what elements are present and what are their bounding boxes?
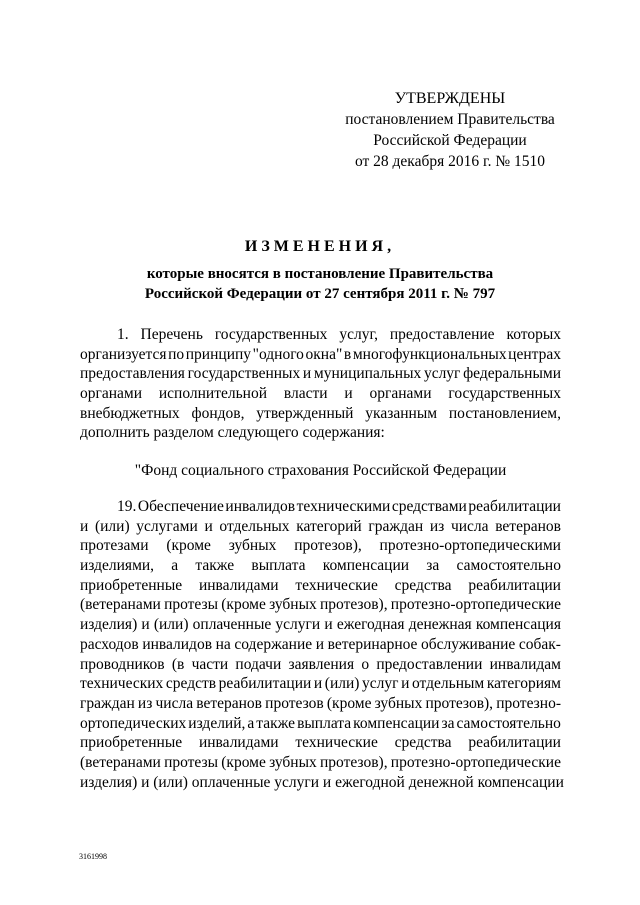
text-line: 1. Перечень государственных услуг, предоставление которых (117, 326, 561, 343)
text-line: органами исполнительной власти и органами государственных (80, 385, 561, 403)
approval-line: постановлением Правительства (345, 111, 555, 128)
heading-subtitle (80, 264, 560, 304)
text-line: изделиями, а также выплата компенсации за самостоятельно (80, 557, 561, 575)
heading-subtitle-line: Российской Федерации от 27 сентября 2011 г. № 797 (144, 286, 496, 302)
text-line: предоставления государственных и муниципальных услуг федеральными (80, 365, 561, 383)
text-line: протезами (кроме зубных протезов), протезно-ортопедическими (80, 537, 561, 555)
paragraph-1 (80, 325, 561, 443)
text-line: изделия) и (или) оплаченные услуги и ежегодная денежная компенсация (80, 616, 561, 634)
text-line: (ветеранами протезы (кроме зубных протезов), протезно-ортопедические (80, 753, 561, 771)
heading-title: ИЗМЕНЕНИЯ, (244, 238, 396, 255)
text-line: ортопедических изделий, а также выплата компенсации за самостоятельно (80, 714, 561, 732)
approval-date-number: от 28 декабря 2016 г. № 1510 (354, 153, 546, 170)
approval-line: Российской Федерации (373, 132, 527, 149)
section-title: "Фонд социального страхования Российской Федерации (134, 462, 507, 479)
text-line: приобретенные инвалидами технические средства реабилитации (80, 734, 561, 752)
text-line: организуется по принципу "одного окна" в многофункциональных центрах (80, 345, 561, 363)
text-line: изделия) и (или) оплаченные услуги и ежегодной денежной компенсации (80, 773, 564, 791)
text-line: граждан из числа ветеранов протезов (кроме зубных протезов), протезно- (80, 694, 561, 712)
heading-subtitle-line: которые вносятся в постановление Правительства (146, 266, 494, 282)
text-line: (ветеранами протезы (кроме зубных протезов), протезно-ортопедические (80, 596, 561, 614)
text-line: проводников (в части подачи заявления о предоставлении инвалидам (80, 655, 561, 673)
text-line: технических средств реабилитации и (или) услуг и отдельным категориям (80, 675, 561, 693)
text-line: внебюджетных фондов, утвержденный указанным постановлением, (80, 404, 561, 422)
text-line: дополнить разделом следующего содержания: (80, 424, 385, 442)
text-line: расходов инвалидов на содержание и ветеринарное обслуживание собак- (80, 635, 561, 653)
approval-block (330, 88, 570, 172)
paragraph-19 (80, 497, 564, 792)
text-line: приобретенные инвалидами технические средства реабилитации (80, 576, 561, 594)
document-heading (80, 236, 560, 304)
text-line: и (или) услугами и отдельных категорий граждан из числа ветеранов (80, 517, 561, 535)
text-line: 19. Обеспечение инвалидов техническими средствами реабилитации (117, 498, 561, 515)
document-code: 3161998 (79, 852, 107, 861)
approval-title: УТВЕРЖДЕНЫ (394, 90, 506, 107)
